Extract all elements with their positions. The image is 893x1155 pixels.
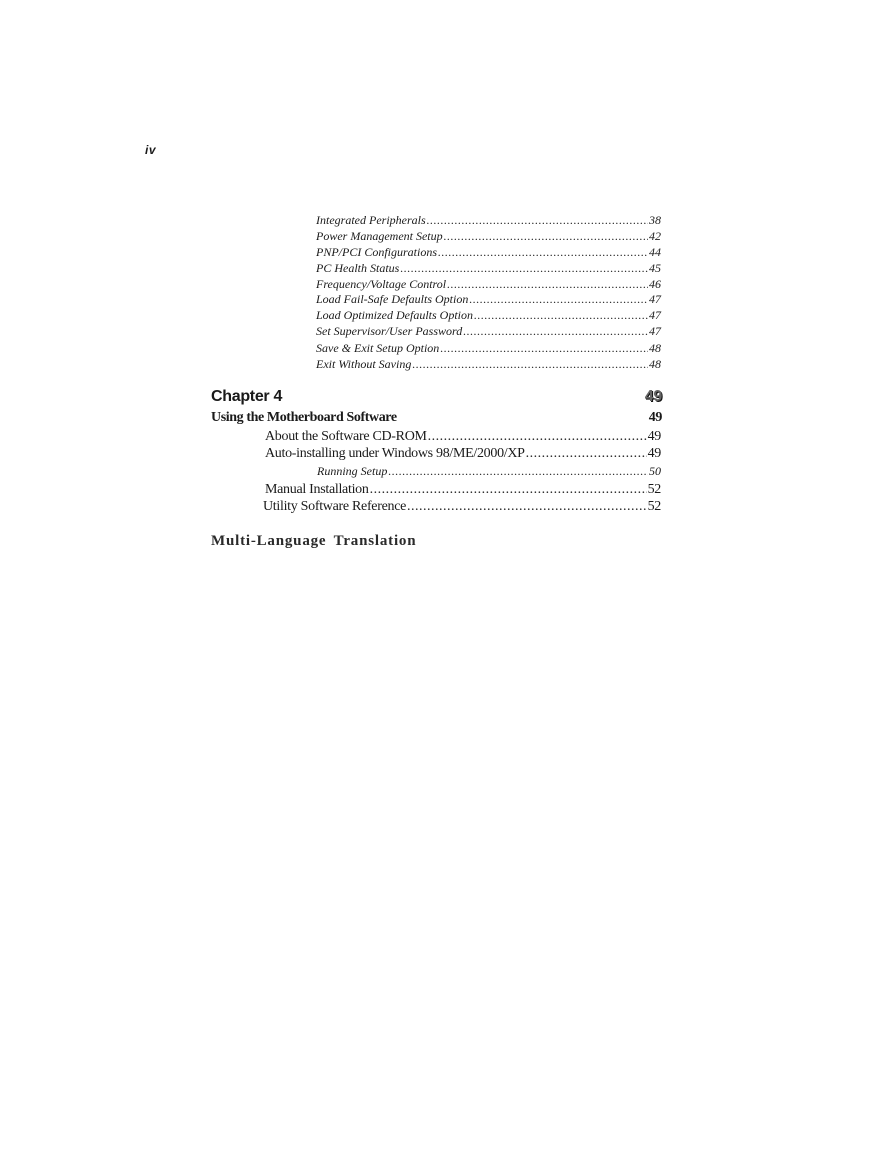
chapter-title: Using the Motherboard Software — [211, 410, 397, 425]
toc-entry-page: 49 — [647, 446, 661, 461]
toc-entry-page: 38 — [649, 213, 661, 227]
toc-entry-page: 45 — [649, 261, 661, 275]
toc-entry-label: Manual Installation — [265, 482, 369, 497]
toc-entry-label: Power Management Setup — [316, 229, 443, 243]
toc-entry-page: 46 — [649, 277, 661, 291]
toc-entry-pnp-pci-configurations[interactable] — [316, 245, 661, 260]
toc-entry-running-setup[interactable] — [317, 464, 661, 479]
dot-leader — [412, 357, 648, 372]
page-number: iv — [145, 143, 157, 157]
toc-entry-manual-installation[interactable] — [265, 481, 661, 498]
dot-leader — [440, 341, 648, 356]
dot-leader — [526, 445, 647, 462]
toc-entry-label: Exit Without Saving — [316, 357, 412, 371]
toc-entry-utility-software-reference[interactable] — [263, 498, 661, 515]
toc-entry-page: 42 — [649, 229, 661, 243]
dot-leader — [400, 261, 648, 276]
dot-leader — [388, 464, 648, 479]
dot-leader — [469, 292, 648, 307]
toc-entry-label: Integrated Peripherals — [316, 213, 426, 227]
toc-entry-page: 48 — [649, 341, 661, 355]
toc-entry-page: 47 — [649, 324, 661, 338]
toc-entry-label: Save & Exit Setup Option — [316, 341, 440, 355]
dot-leader — [370, 481, 647, 498]
chapter-4-entry[interactable] — [211, 388, 662, 410]
toc-entry-label: PC Health Status — [316, 261, 400, 275]
dot-leader — [427, 213, 648, 228]
toc-entry-exit-without-saving[interactable] — [316, 357, 661, 372]
dot-leader — [438, 245, 648, 260]
toc-entry-about-software-cd[interactable] — [265, 428, 661, 445]
dot-leader — [463, 324, 648, 339]
toc-entry-pc-health-status[interactable] — [316, 261, 661, 276]
toc-entry-page: 52 — [647, 499, 661, 514]
toc-entry-page: 47 — [649, 292, 661, 306]
toc-entry-page: 44 — [649, 245, 661, 259]
toc-entry-label: About the Software CD-ROM — [265, 429, 427, 444]
toc-entry-label: PNP/PCI Configurations — [316, 245, 438, 259]
toc-entry-frequency-voltage-control[interactable] — [316, 277, 661, 292]
toc-entry-label: Load Fail-Safe Defaults Option — [316, 292, 469, 306]
dot-leader — [428, 428, 647, 445]
toc-entry-page: 49 — [647, 429, 661, 444]
dot-leader — [407, 498, 647, 515]
toc-entry-save-exit-setup[interactable] — [316, 341, 661, 356]
toc-entry-label: Auto-installing under Windows 98/ME/2000/XP — [265, 446, 525, 461]
chapter-title-page: 49 — [648, 410, 662, 425]
chapter-page: 49 — [644, 388, 662, 405]
dot-leader — [444, 229, 648, 244]
toc-entry-label: Set Supervisor/User Password — [316, 324, 463, 338]
toc-entry-load-optimized-defaults[interactable] — [316, 308, 661, 323]
chapter-title-entry[interactable] — [211, 410, 662, 428]
toc-entry-page: 48 — [649, 357, 661, 371]
multi-language-translation-heading[interactable]: Multi-Language Translation — [211, 533, 417, 549]
toc-entry-load-fail-safe-defaults[interactable] — [316, 292, 661, 307]
dot-leader — [474, 308, 648, 323]
chapter-label: Chapter 4 — [211, 388, 283, 405]
toc-entry-label: Utility Software Reference — [263, 499, 407, 514]
toc-entry-page: 52 — [647, 482, 661, 497]
toc-entry-power-management-setup[interactable] — [316, 229, 661, 244]
toc-entry-set-supervisor-password[interactable] — [316, 324, 661, 339]
toc-entry-integrated-peripherals[interactable] — [316, 213, 661, 228]
toc-entry-label: Frequency/Voltage Control — [316, 277, 447, 291]
toc-entry-label: Running Setup — [317, 464, 388, 478]
toc-entry-page: 50 — [649, 464, 661, 478]
toc-entry-auto-installing[interactable] — [265, 445, 661, 462]
dot-leader — [447, 277, 648, 292]
toc-entry-label: Load Optimized Defaults Option — [316, 308, 474, 322]
toc-entry-page: 47 — [649, 308, 661, 322]
